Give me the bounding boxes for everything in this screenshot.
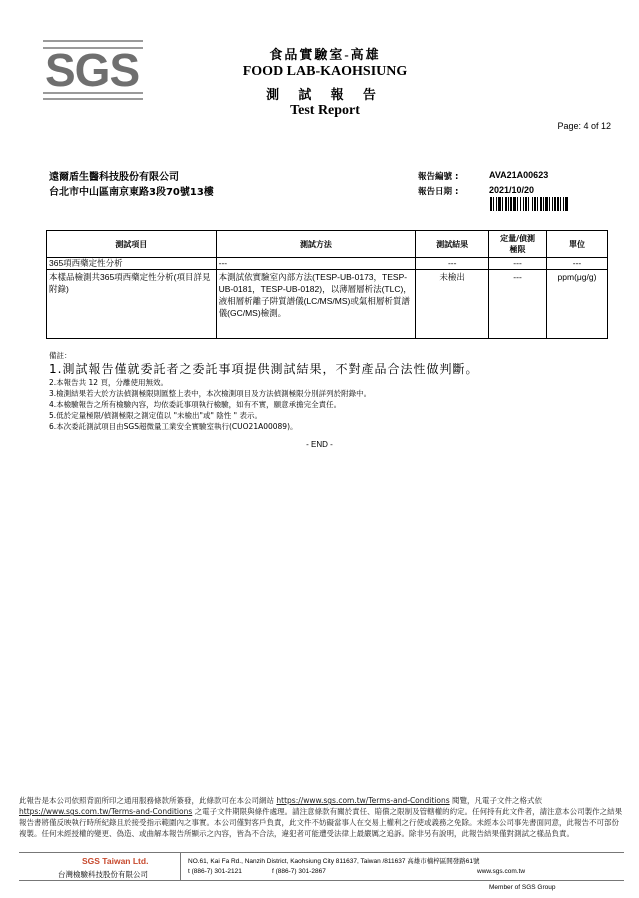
lab-name-en: FOOD LAB-KAOHSIUNG	[242, 64, 408, 79]
terms-link[interactable]: https://www.sgs.com.tw/Terms-and-Conditions	[276, 796, 450, 805]
notes-section	[49, 350, 609, 432]
client-name: 遠爾盾生醫科技股份有限公司	[49, 172, 179, 183]
results-table	[46, 230, 608, 339]
report-number-label: 報告編號 :	[418, 172, 459, 182]
cell-unit: ---	[547, 258, 608, 270]
cell-lod: ---	[489, 258, 547, 270]
header-unit: 單位	[547, 231, 608, 258]
note-item: 2.本報告共 12 頁，分離使用無效。	[49, 378, 168, 387]
table-row	[47, 270, 608, 339]
header-test-method: 測試方法	[216, 231, 416, 258]
report-title-en: Test Report	[290, 103, 360, 118]
notes-label: 備註：	[49, 351, 72, 360]
client-address: 台北市中山區南京東路3段70號13樓	[49, 187, 214, 198]
header-detection-limit: 定量/偵測 極限	[489, 231, 547, 258]
report-date: 2021/10/20	[489, 185, 535, 195]
footer-company-zh: 台灣檢驗科技股份有限公司	[58, 870, 148, 879]
page-number: Page: 4 of 12	[557, 121, 611, 131]
note-item: 3.檢測結果若大於方法偵測極限則匯整上表中，本次檢測項目及方法偵測極限分別詳列於附錄中。	[49, 389, 372, 398]
report-barcode	[490, 197, 608, 211]
footer-phone: t (886-7) 301-2121	[188, 868, 242, 875]
footer-company-en: SGS Taiwan Ltd.	[82, 856, 149, 866]
report-number: AVA21A00623	[489, 170, 549, 180]
header-test-result: 測試結果	[416, 231, 489, 258]
cell-lod: ---	[489, 270, 547, 339]
cell-method: 本測試依實驗室內部方法(TESP-UB-0173，TESP-UB-0181，TESP-UB-0182)，以薄層層析法(TLC)，液相層析離子阱質譜儀(LC/MS/MS)或氣相層析質譜儀(GC/MS)檢測。	[216, 270, 416, 339]
logo-wordmark: SGS	[45, 44, 140, 96]
cell-result: 未檢出	[416, 270, 489, 339]
lab-name-zh: 食品實驗室-高雄	[269, 47, 381, 62]
report-date-label: 報告日期 :	[418, 187, 459, 197]
cell-item: 365項西藥定性分析	[47, 258, 217, 270]
note-item: 5.低於定量極限/偵測極限之測定值以 "未檢出"或" 陰性 " 表示。	[49, 411, 263, 420]
terms-link[interactable]: https://www.sgs.com.tw/Terms-and-Conditions	[19, 807, 193, 816]
cell-method: ---	[216, 258, 416, 270]
table-row	[47, 258, 608, 270]
report-title-zh: 測 試 報 告	[266, 87, 384, 102]
footer-website[interactable]: www.sgs.com.tw	[477, 868, 526, 875]
note-item: 1.測試報告僅就委託者之委託事項提供測試結果，不對產品合法性做判斷。	[49, 362, 479, 376]
legal-disclaimer	[19, 795, 624, 839]
sgs-logo	[43, 40, 143, 100]
header-test-item: 測試項目	[47, 231, 217, 258]
footer-member: Member of SGS Group	[489, 884, 556, 891]
disclaimer-text: 閱覽，凡電子文件之格式依	[449, 796, 543, 805]
cell-unit: ppm(μg/g)	[547, 270, 608, 339]
table-header-row	[47, 231, 608, 258]
note-item: 4.本檢驗報告之所有檢驗內容，均依委託事項執行檢驗，如有不實，願意承擔完全責任。	[49, 400, 342, 409]
footer-separator	[180, 853, 181, 880]
footer-fax: f (886-7) 301-2867	[272, 868, 326, 875]
disclaimer-text: 此報告是本公司依照背面所印之通用服務條款所簽發，此條款可在本公司網站	[19, 796, 277, 805]
end-marker: - END -	[306, 440, 333, 449]
cell-item: 本樣品檢測共365項西藥定性分析(項目詳見附錄)	[47, 270, 217, 339]
footer-divider	[19, 852, 624, 853]
footer-address: NO.61, Kai Fa Rd., Nanzih District, Kaohsiung City 811637, Taiwan /811637 高雄市楠梓區開發路61號	[188, 858, 480, 865]
cell-result: ---	[416, 258, 489, 270]
footer-divider	[19, 880, 624, 881]
disclaimer-text: 之電子文件期限與條件處理。請注意條款有關於責任、賠償之限制及管轄權的約定。任何持有此文件者，請注意本公司製作之結果報告書將僅反映執行時所紀錄且於接受指示範圍內之事實。本公司僅對客戶負責，此文件不妨礙當事人在交易上權利之行使或義務之免除。未經本公司事先書面同意，此報告不可部份複製。任何未經授權的變更、偽造、或曲解本報告所顯示之內容，皆為不合法，違犯者可能遭受法律上最嚴厲之追訴。除非另有說明，此報告結果僅對測試之樣品負責。	[19, 807, 623, 838]
note-item: 6.本次委託測試項目由SGS超微量工業安全實驗室執行(CUO21A00089)。	[49, 422, 298, 431]
